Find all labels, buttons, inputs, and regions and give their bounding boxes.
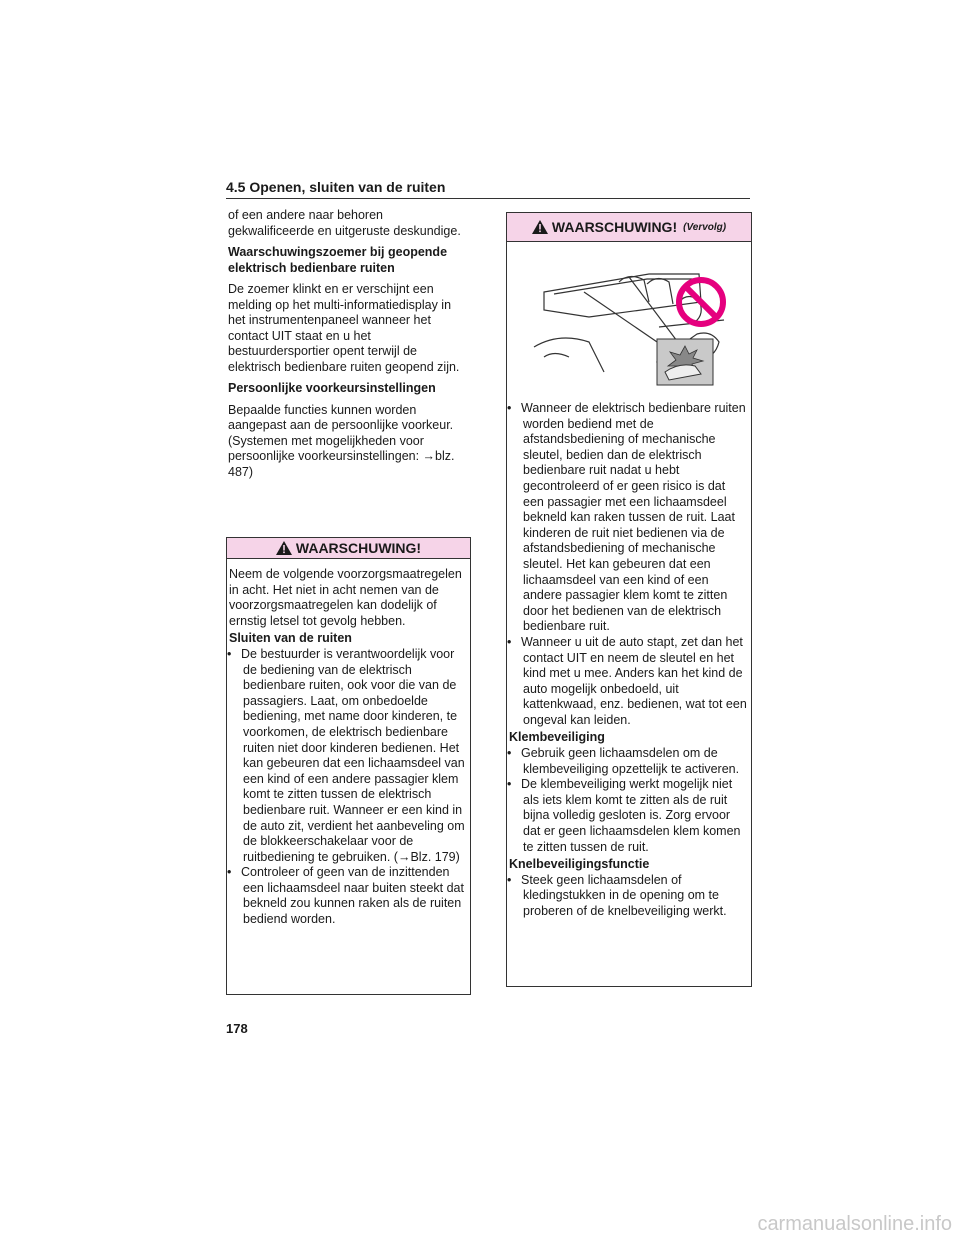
page-number: 178 [226,1021,248,1036]
warning-header [227,538,470,559]
pinch-protection-heading: Klembeveiliging [509,730,605,745]
warning-header-continued [507,213,751,242]
jam-protection-heading: Knelbeveiligingsfunctie [509,857,650,872]
list-item: • De bestuurder is verantwoordelijk voor de bediening van de elektrisch bedienbare ruiten, ook voor die van de passagiers. Laat, om onbedoelde bediening, met name door kinderen, te voorkomen, de elektrisch bedienbare ruiten niet door kinderen bedienen. Het kan gebeuren dat een lichaamsdeel van een kind of een andere passagier klem komt te zitten tussen de elektrisch bedienbare ruit. Wanneer er een kind in de auto zit, verdient het aanbeveling om de blokkeerschakelaar voor de ruitbediening te gebruiken. (→Blz. 179) [227,646,465,864]
list-item: • De klembeveiliging werkt mogelijk niet als iets klem komt te zitten als de ruit bijna volledig gesloten is. Zorg ervoor dat er geen lichaamsdelen klem komen te zitten tussen de ruit. [507,777,741,854]
continued-label: (Vervolg) [683,221,727,233]
list-item: • Steek geen lichaamsdelen of kledingstukken in de opening om te proberen of de knelbeveiliging werkt. [507,872,727,918]
list-item: • Wanneer de elektrisch bedienbare ruiten worden bediend met de afstandsbediening of mechanische sleutel, bedien dan de elektrisch bedienbare ruit nadat u hebt gecontroleerd of er geen risico is dat een passagier met een lichaamsdeel bekneld kan raken tussen de ruit. Laat kinderen de ruit niet bedienen via de afstandsbediening of mechanische sleutel. Het kan gebeuren dat een lichaamsdeel van een kind of een andere passagier klem komt te zitten door het bedienen van de elektrisch bedienbare ruit. [507,401,746,634]
list-item: • Wanneer u uit de auto stapt, zet dan het contact UIT en neem de sleutel en het kind met u mee. Anders kan het kind de auto mogelijk onbedoeld, uit kattenkwaad, enz. bedienen, wat tot een ongeval kan leiden. [507,634,747,727]
preferences-heading: Persoonlijke voorkeursinstellingen [228,381,436,395]
list-item: • Gebruik geen lichaamsdelen om de klembeveiliging opzettelijk te activeren. [507,746,740,776]
warning-intro: Neem de volgende voorzorgsmaatregelen in acht. Het niet in acht nemen van de voorzorgsmaatregelen kan dodelijk of ernstig letsel tot gevolg hebben. [229,567,462,628]
warning-triangle-icon [532,220,548,234]
warning-box-left [226,537,471,995]
preferences-paragraph: Bepaalde functies kunnen worden aangepast aan de persoonlijke voorkeur. (Systemen met mogelijkheden voor persoonlijke voorkeursinstellingen: →blz. 487) [228,402,455,479]
section-divider [226,198,750,199]
warning-triangle-icon [276,541,292,555]
buzzer-heading: Waarschuwingszoemer bij geopende elektrisch bedienbare ruiten [228,245,448,275]
watermark: carmanualsonline.info [757,1213,952,1235]
warning-box-right [506,212,752,987]
paragraph-continued: of een andere naar behoren gekwalificeerde en uitgeruste deskundige. [228,208,461,238]
closing-windows-heading: Sluiten van de ruiten [229,631,352,646]
buzzer-paragraph: De zoemer klinkt en er verschijnt een melding op het multi-informatiedisplay in het instrumentenpaneel wanneer het contact UIT staat en u het bestuurdersportier opent terwijl de elektrisch bedienbare ruiten geopend zijn. [228,282,460,374]
warning-title: WAARSCHUWING! [295,540,422,556]
section-title: 4.5 Openen, sluiten van de ruiten [226,179,446,195]
warning-title: WAARSCHUWING! [551,219,678,235]
left-column [228,208,468,486]
list-item: • Controleer of geen van de inzittenden een lichaamsdeel naar buiten steekt dat bekneld zou kunnen raken als de ruiten bediend worden. [227,865,464,927]
window-pinch-illustration [529,262,729,387]
